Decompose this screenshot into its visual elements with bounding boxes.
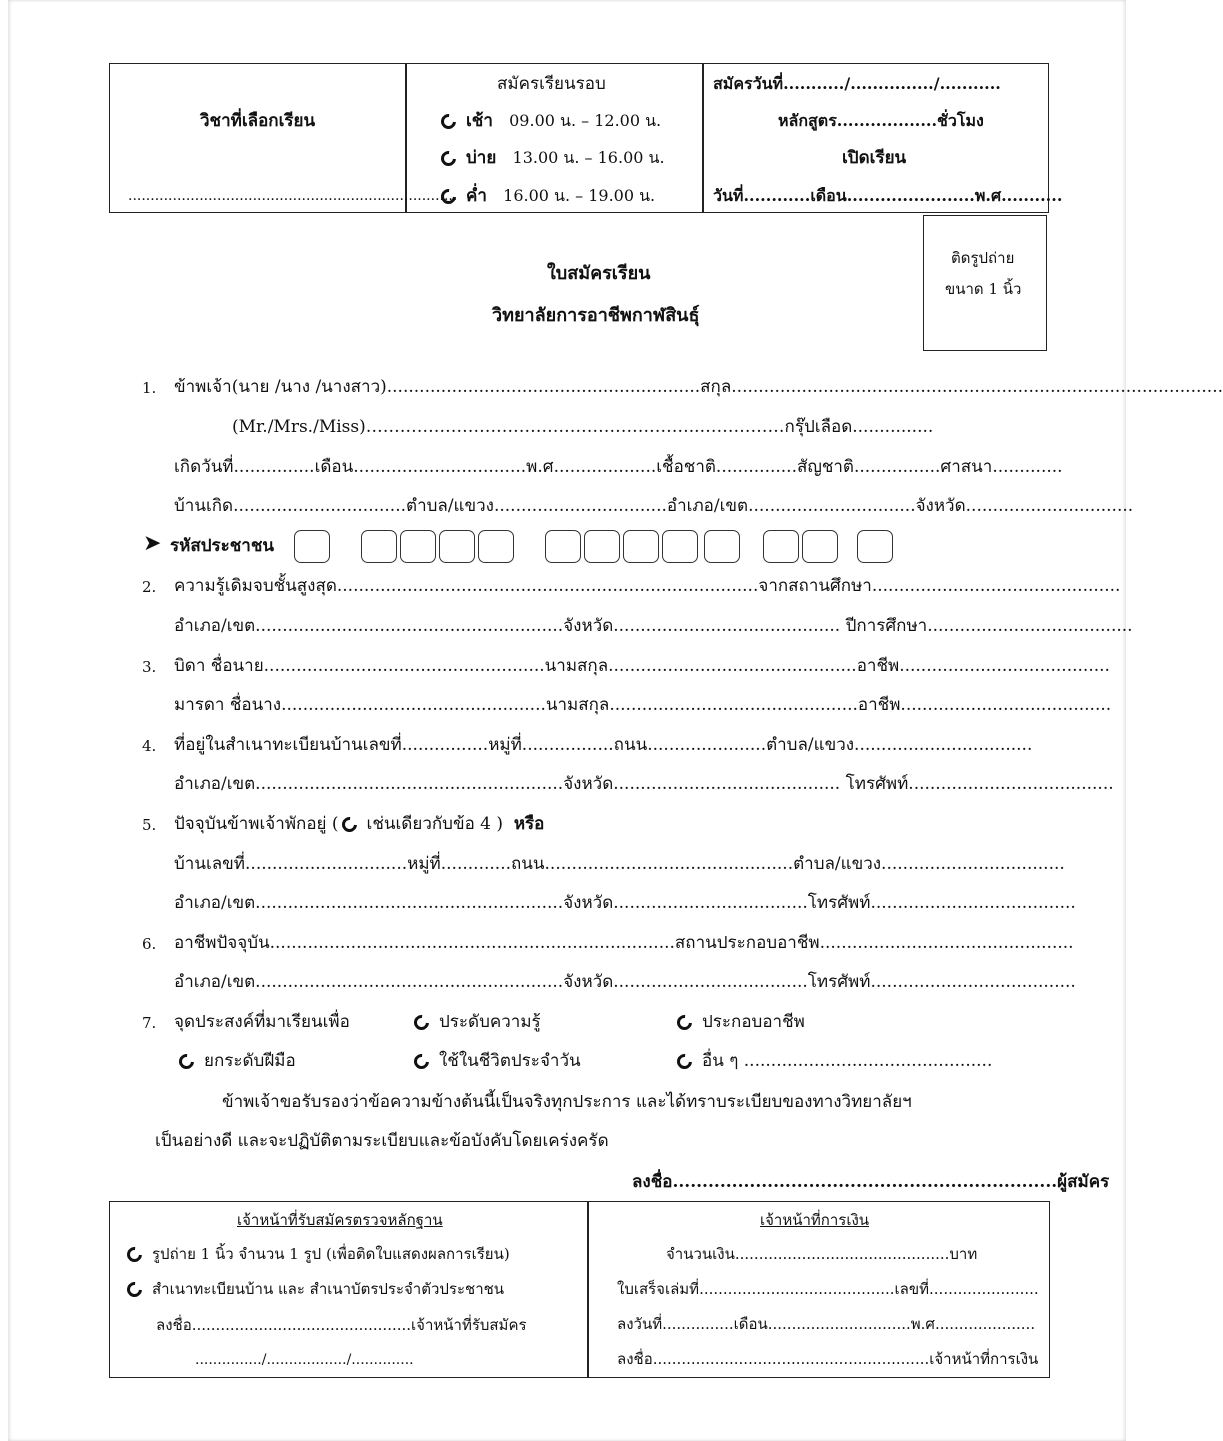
national-id-digit-5[interactable]: [478, 530, 514, 563]
workplace-district-field[interactable]: อำเภอ/เขต.........................................................จังหวัด....................................โทรศัพท์......................................: [174, 972, 1076, 992]
registrar-date-field[interactable]: .............../................../..............: [195, 1352, 414, 1368]
father-field[interactable]: บิดา ชื่อนาย....................................................นามสกุล..............................................อาชีพ.......................................: [174, 656, 1110, 676]
national-id-digit-4[interactable]: [439, 530, 475, 563]
national-id-digit-7[interactable]: [584, 530, 620, 563]
subject-label: วิชาที่เลือกเรียน: [200, 111, 316, 131]
item-3-number: 3.: [142, 658, 157, 676]
radio-circle-icon: [411, 1051, 432, 1072]
item-2-number: 2.: [142, 578, 157, 596]
purpose-option-other[interactable]: อื่น ๆ ..............................................: [677, 1051, 992, 1071]
radio-circle-icon: [438, 148, 459, 169]
item-1-number: 1.: [142, 379, 157, 397]
radio-circle-icon: [124, 1244, 145, 1265]
round-option-afternoon[interactable]: บ่าย 13.00 น. – 16.00 น.: [441, 148, 665, 168]
check-photo[interactable]: รูปถ่าย 1 นิ้ว จำนวน 1 รูป (เพื่อติดใบแสดงผลการเรียน): [127, 1245, 510, 1263]
subject-input[interactable]: ..........................................................................: [128, 188, 458, 204]
radio-circle-icon: [438, 186, 459, 207]
english-name-blood-field[interactable]: (Mr./Mrs./Miss)…………………………………………………..……………กรุ๊ปเลือด...............: [232, 417, 934, 437]
check-house-registration[interactable]: สำเนาทะเบียนบ้าน และ สำเนาบัตรประจำตัวประชาชน: [127, 1280, 504, 1298]
occupation-field[interactable]: อาชีพปัจจุบัน...........................................................................สถานประกอบอาชีพ...............................................: [174, 933, 1074, 953]
finance-signature-field[interactable]: ลงชื่อ..........................................................เจ้าหน้าที่การเงิน: [617, 1350, 1039, 1368]
photo-label-2: ขนาด 1 นิ้ว: [945, 280, 1022, 298]
form-title: ใบสมัครเรียน: [547, 263, 651, 284]
radio-circle-icon: [411, 1012, 432, 1033]
radio-circle-icon: [674, 1051, 695, 1072]
national-id-digit-11[interactable]: [763, 530, 799, 563]
current-address-district-field[interactable]: อำเภอ/เขต.........................................................จังหวัด....................................โทรศัพท์......................................: [174, 893, 1076, 913]
radio-circle-icon[interactable]: [338, 814, 359, 835]
purpose-option-daily-life[interactable]: ใช้ในชีวิตประจำวัน: [414, 1051, 581, 1071]
item-6-number: 6.: [142, 935, 157, 953]
finance-title: เจ้าหน้าที่การเงิน: [760, 1211, 870, 1229]
round-label: สมัครเรียนรอบ: [497, 74, 606, 94]
office-use-divider: [587, 1201, 589, 1378]
education-location-field[interactable]: อำเภอ/เขต.........................................................จังหวัด.......................................... ปีการศึกษา......................................: [174, 616, 1133, 636]
item-7-number: 7.: [142, 1014, 157, 1032]
item-5-number: 5.: [142, 816, 157, 834]
national-id-digit-6[interactable]: [545, 530, 581, 563]
round-option-morning[interactable]: เช้า 09.00 น. – 12.00 น.: [441, 111, 661, 131]
registered-address-district-field[interactable]: อำเภอ/เขต.........................................................จังหวัด.......................................... โทรศัพท์......................................: [174, 774, 1114, 794]
certification-line-1: ข้าพเจ้าขอรับรองว่าข้อความข้างต้นนี้เป็นจริงทุกประการ และได้ทราบระเบียบของทางวิทยาลัยฯ: [222, 1092, 912, 1112]
mother-field[interactable]: มารดา ชื่อนาง.................................................นามสกุล..............................................อาชีพ.......................................: [174, 695, 1112, 715]
radio-circle-icon: [438, 111, 459, 132]
national-id-digit-10[interactable]: [704, 530, 740, 563]
radio-circle-icon: [176, 1051, 197, 1072]
national-id-digit-3[interactable]: [400, 530, 436, 563]
current-residence-label: ปัจจุบันข้าพเจ้าพักอยู่ ( เช่นเดียวกับข้อ 4 ) หรือ: [174, 814, 545, 834]
open-date-field[interactable]: วันที่............เดือน.......................พ.ศ...........: [713, 186, 1063, 205]
receipt-field[interactable]: ใบเสร็จเล่มที่.........................................เลขที่.......................: [617, 1280, 1039, 1298]
current-address-field[interactable]: บ้านเลขที่..............................หมู่ที่.............ถนน..............................................ตำบล/แขวง..................................: [174, 854, 1065, 874]
amount-field[interactable]: จำนวนเงิน.............................................บาท: [666, 1245, 978, 1263]
national-id-digit-9[interactable]: [662, 530, 698, 563]
purpose-option-career[interactable]: ประกอบอาชีพ: [677, 1012, 805, 1032]
national-id-label: รหัสประชาชน: [170, 536, 275, 556]
purpose-option-skill[interactable]: ยกระดับฝีมือ: [179, 1051, 296, 1071]
arrow-bullet-icon: ➤: [143, 531, 162, 556]
birth-details-field[interactable]: เกิดวันที่...............เดือน................................พ.ศ...................เชื้อชาติ...............สัญชาติ................ศาสนา.............: [174, 457, 1063, 477]
header-divider-2: [702, 63, 704, 213]
registered-address-field[interactable]: ที่อยู่ในสำเนาทะเบียนบ้านเลขที่................หมู่ที่.................ถนน......................ตำบล/แขวง.................................: [174, 735, 1033, 755]
purpose-label: จุดประสงค์ที่มาเรียนเพื่อ: [174, 1012, 350, 1032]
certification-line-2: เป็นอย่างดี และจะปฏิบัติตามระเบียบและข้อบังคับโดยเคร่งครัด: [155, 1131, 609, 1151]
item-4-number: 4.: [142, 737, 157, 755]
birthplace-field[interactable]: บ้านเกิด................................ตำบล/แขวง................................อำเภอ/เขต...............................จังหวัด...............................: [174, 496, 1134, 516]
photo-label-1: ติดรูปถ่าย: [951, 249, 1015, 267]
purpose-option-knowledge[interactable]: ประดับความรู้: [414, 1012, 541, 1032]
name-field[interactable]: ข้าพเจ้า(นาย /นาง /นางสาว)..........................................................สกุล...........................................................................................: [174, 377, 1223, 397]
radio-circle-icon: [124, 1279, 145, 1300]
open-label: เปิดเรียน: [842, 148, 907, 168]
document-check-title: เจ้าหน้าที่รับสมัครตรวจหลักฐาน: [237, 1211, 443, 1229]
national-id-digit-1[interactable]: [294, 530, 330, 563]
national-id-digit-2[interactable]: [361, 530, 397, 563]
national-id-digit-13[interactable]: [857, 530, 893, 563]
payment-date-field[interactable]: ลงวันที่...............เดือน..............................พ.ศ.....................: [617, 1315, 1036, 1333]
registrar-signature-field[interactable]: ลงชื่อ..............................................เจ้าหน้าที่รับสมัคร: [156, 1316, 527, 1334]
education-field[interactable]: ความรู้เดิมจบชั้นสูงสุด..............................................................................จากสถานศึกษา..............................................: [174, 576, 1121, 596]
college-name: วิทยาลัยการอาชีพกาฬสินธุ์: [492, 305, 700, 326]
round-option-evening[interactable]: ค่ำ 16.00 น. – 19.00 น.: [441, 186, 655, 206]
national-id-digit-8[interactable]: [623, 530, 659, 563]
apply-date-field[interactable]: สมัครวันที่.........../.............../...........: [713, 74, 1001, 93]
applicant-signature-field[interactable]: ลงชื่อ.................................................................ผู้สมัคร: [632, 1172, 1110, 1192]
course-hours-field[interactable]: หลักสูตร..................ชั่วโมง: [778, 111, 984, 130]
radio-circle-icon: [674, 1012, 695, 1033]
national-id-digit-12[interactable]: [802, 530, 838, 563]
